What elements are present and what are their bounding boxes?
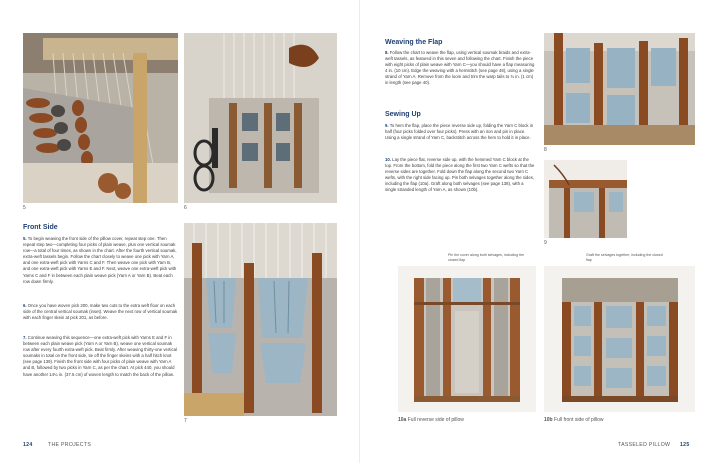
paragraph-step-6 xyxy=(23,303,178,321)
right-page xyxy=(360,0,720,463)
caption-10b xyxy=(544,417,603,423)
paragraph-step-9 xyxy=(385,123,535,141)
step-number: 10. xyxy=(385,157,391,162)
caption-10b-number: 10b xyxy=(544,417,553,423)
folio-page-number: 125 xyxy=(680,442,690,448)
photo-loom-weaving-start xyxy=(23,33,178,203)
caption-8: 8 xyxy=(544,147,547,153)
photo-front-side-pillow xyxy=(544,266,695,412)
annotation-graft-selvages: Graft the selvages together, including the closed flap xyxy=(586,253,663,262)
flap-photo-illustration xyxy=(544,33,695,145)
step-text: Lay the piece flat, reverse side up, with the hemmed Yarn C block at the top. From the bottom, fold the piece along the first two Yarn C wefts so that the reverse sides are together. Fold down the flap along the second two Yarn C wefts, with the right side facing up. Pin both selvages together along the sides, including the flap (10a). Graft along both selvages (see page 138), with a single stranded length of Yarn A, as shown (10b). xyxy=(385,157,535,193)
hem-photo-illustration xyxy=(544,160,627,238)
photo-reverse-side-pillow xyxy=(398,266,536,412)
photo-cutting-extra-weft xyxy=(184,33,337,203)
photo-flap-weaving xyxy=(544,33,695,145)
photo-hem-backstitch xyxy=(544,160,627,238)
photo-extra-weft-tassels xyxy=(184,223,337,416)
caption-9: 9 xyxy=(544,240,547,246)
folio-section: THE PROJECTS xyxy=(48,442,92,448)
paragraph-step-5 xyxy=(23,236,178,285)
caption-6: 6 xyxy=(184,205,187,211)
loom-photo-illustration xyxy=(23,33,178,203)
step-number: 9. xyxy=(385,123,389,128)
paragraph-step-10 xyxy=(385,157,535,194)
step-text: Follow the chart to weave the flap, using vertical soumak braids and extra-weft tassels, as featured in this seven and following the chart. Finish the piece with eight picks of plain weave with Yarn C—you should have a flap measuring 4 in. (10 cm). Edge the weaving with a hemstitch (see page 48), using a single strand of Yarn A. Remove from the loom and trim the warp tails to ¾ in. (1 cm) in length (see page 40). xyxy=(385,50,535,86)
step-text: Continue weaving this sequence—one extra-weft pick with Yarns E and F in between each plain weave pick (Yarn A or Yarn B), weave one vertical soumak row after every fourth extra-weft pick. Beat firmly. After weaving thirty-one vertical soumaks in total on the front side, tie off the finger skeins with a half hitch knot (see page 139). Finish the front side with four picks of plain weave with Yarn A and B, followed by two picks in Yarn C, as per the chart. At pick 440, you should have another 14¼ in. (37.5 cm) of woven length to match the back of the pillow. xyxy=(23,335,177,377)
tassels-photo-illustration xyxy=(184,223,337,416)
caption-10b-text: Full front side of pillow xyxy=(554,417,604,423)
step-number: 5. xyxy=(23,236,27,241)
folio-page-number: 124 xyxy=(23,442,33,448)
caption-10a xyxy=(398,417,464,423)
annotation-pin-selvages: Pin the cover along both selvages, including the closed flap xyxy=(448,253,525,262)
caption-5: 5 xyxy=(23,205,26,211)
caption-7: 7 xyxy=(184,418,187,424)
heading-sewing-up: Sewing Up xyxy=(385,111,421,118)
step-text: To begin weaving the front side of the pillow cover, repeat step one. Then repeat step two—completing four picks of plain weave, plus one vertical soumak row—a total of four times, as shown in the chart. After the fourth vertical soumak, extra-weft tassels begin. Follow the chart closely to weave one pick with Yarn A, and one extra-weft pick with Yarns C and F. Then weave one pick with Yarn B, and one extra-weft pick with Yarns E and F. Next, weave one extra-weft pick with Yarns C and F in between each plain weave pick (Yarn A or Yarn B). Beat each row down firmly. xyxy=(23,236,177,284)
heading-weaving-the-flap: Weaving the Flap xyxy=(385,39,443,46)
step-number: 8. xyxy=(385,50,389,55)
reverse-pillow-illustration xyxy=(398,266,536,412)
folio-section: TASSELED PILLOW xyxy=(618,442,671,448)
step-text: To hem the flap, place the piece reverse side up, folding the Yarn C block in half (four picks folded over four picks). Press with an iron and pin in place. Using a single strand of Yarn C, backstitch across the hem to hold it in place. xyxy=(385,123,534,141)
step-text: Once you have woven pick 200, make two cuts to the extra weft floor on each side of the central vertical soumak (inset). Weave the next row of vertical soumak with each finger skein at pick 201, as before. xyxy=(23,303,178,321)
step-number: 6. xyxy=(23,303,27,308)
step-number: 7. xyxy=(23,335,27,340)
front-pillow-illustration xyxy=(544,266,695,412)
caption-10a-text: Full reverse side of pillow xyxy=(407,417,464,423)
heading-front-side: Front Side xyxy=(23,224,58,231)
paragraph-step-8 xyxy=(385,50,535,87)
paragraph-step-7 xyxy=(23,335,178,378)
cutting-photo-illustration xyxy=(184,33,337,203)
caption-10a-number: 10a xyxy=(398,417,407,423)
